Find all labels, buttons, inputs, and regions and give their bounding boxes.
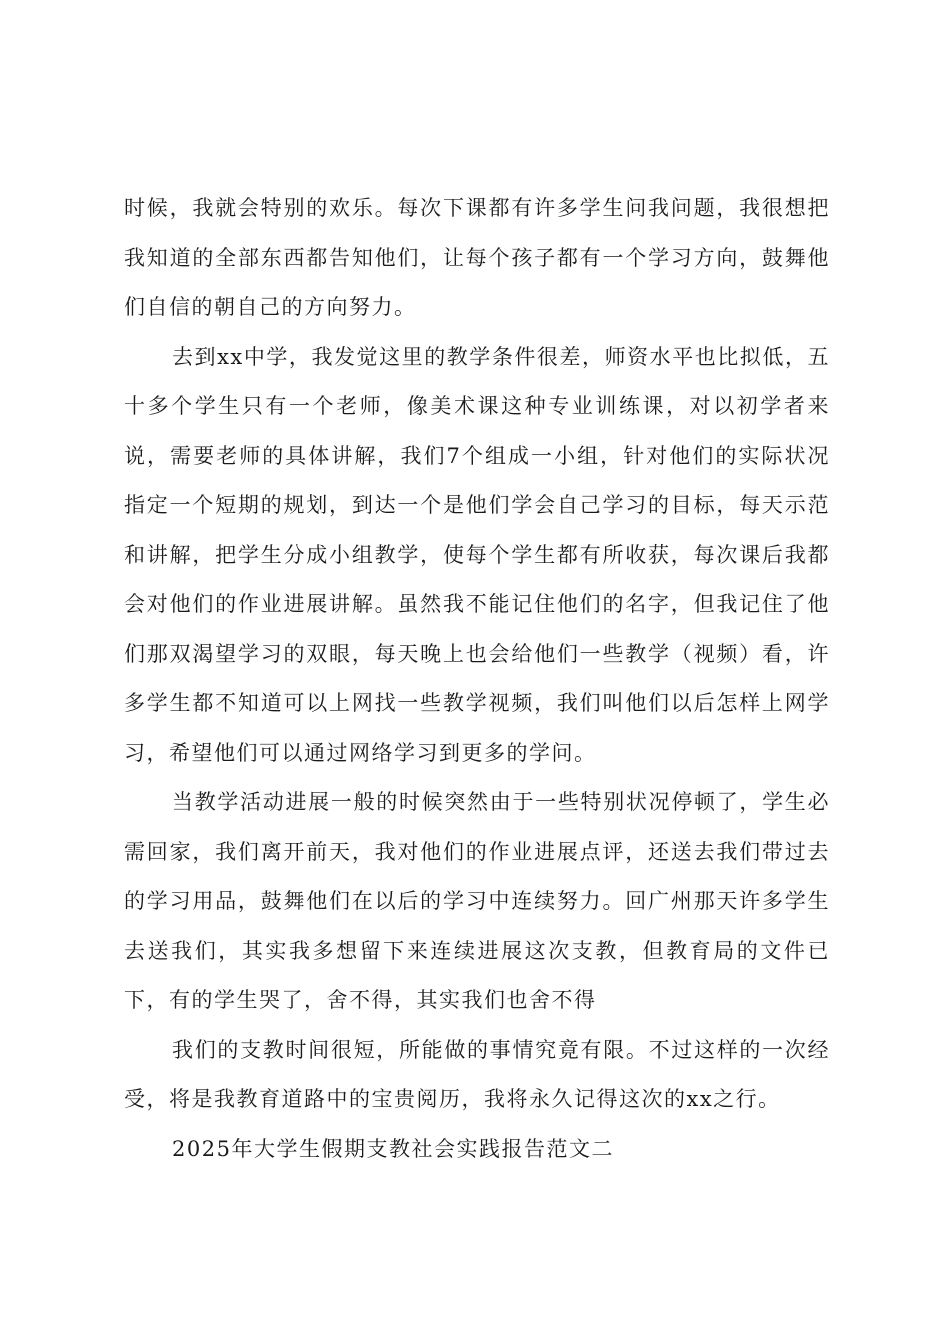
section-heading: 2025年大学生假期支教社会实践报告范文二 [172,1136,614,1161]
paragraph-school: 去到xx中学，我发觉这里的教学条件很差，师资水平也比拟低，五十多个学生只有一个老师，像美术课这种专业训练课，对以初学者来说，需要老师的具体讲解，我们7个组成一小组，针对他们的实际状况指定一个短期的规划，到达一个是他们学会自己学习的目标，每天示范和讲解，把学生分成小组教学，使每个学生都有所收获，每次课后我都会对他们的作业进展讲解。虽然我不能记住他们的名字，但我记住了他们那双渴望学习的双眼，每天晚上也会给他们一些教学（视频）看，许多学生都不知道可以上网找一些教学视频，我们叫他们以后怎样上网学习，希望他们可以通过网络学习到更多的学问。 [124,344,830,765]
paragraph-conclusion: 我们的支教时间很短，所能做的事情究竟有限。不过这样的一次经受，将是我教育道路中的宝贵阅历，我将永久记得这次的xx之行。 [124,1037,830,1111]
paragraph-continuation: 时候，我就会特别的欢乐。每次下课都有许多学生问我问题，我很想把我知道的全部东西都告知他们，让每个孩子都有一个学习方向，鼓舞他们自信的朝自己的方向努力。 [124,196,830,319]
paragraph-departure: 当教学活动进展一般的时候突然由于一些特别状况停顿了，学生必需回家，我们离开前天，我对他们的作业进展点评，还送去我们带过去的学习用品，鼓舞他们在以后的学习中连续努力。回广州那天许多学生去送我们，其实我多想留下来连续进展这次支教，但教育局的文件已下，有的学生哭了，舍不得，其实我们也舍不得 [124,790,830,1012]
document-body [124,184,830,1174]
